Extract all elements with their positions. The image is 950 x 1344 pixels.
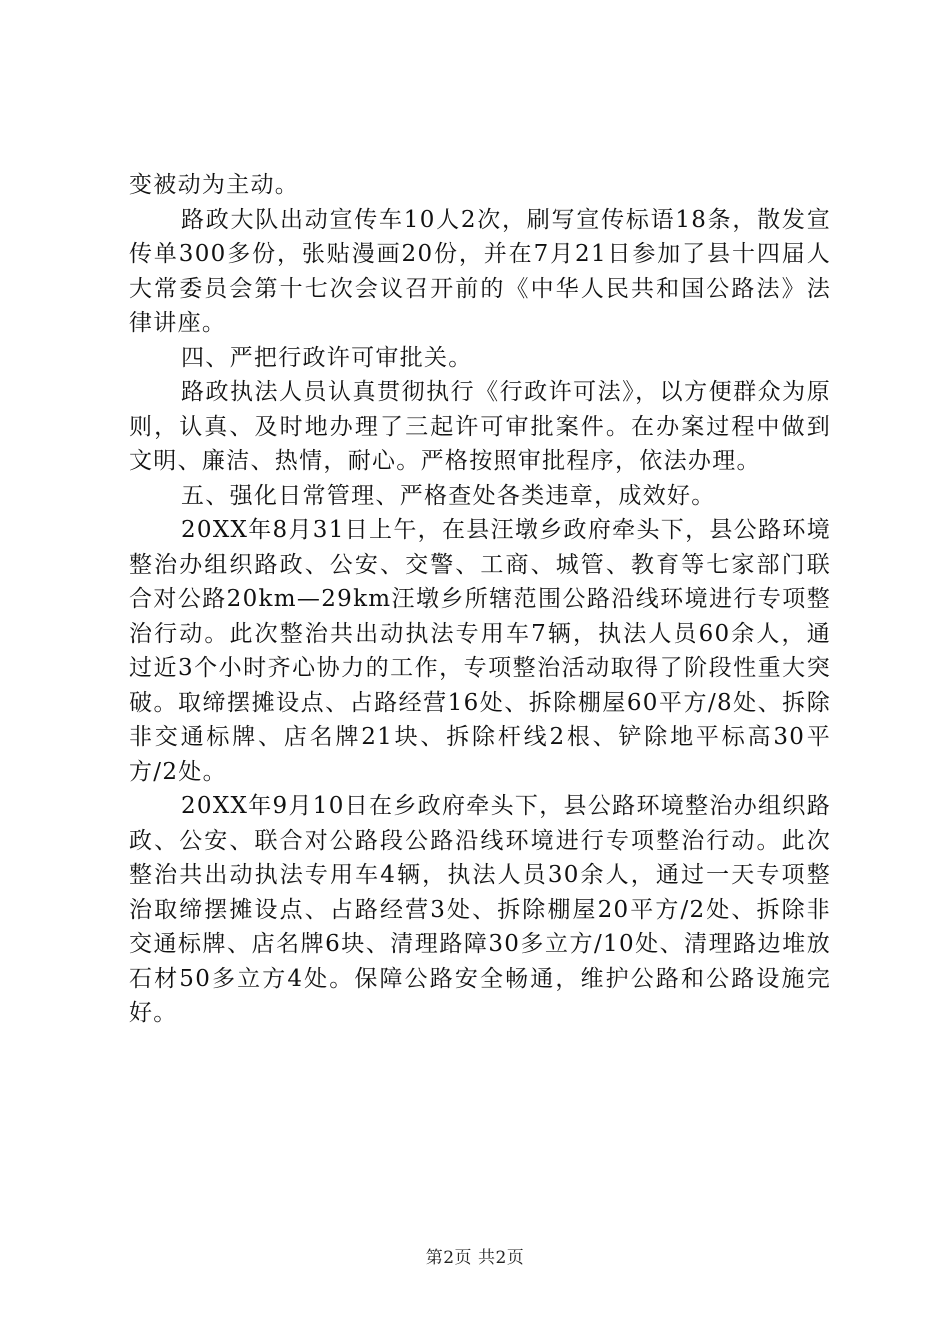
paragraph-sep-10-action: 20XX年9月10日在乡政府牵头下，县公路环境整治办组织路政、公安、联合对公路段公路沿线环境进行专项整治行动。此次整治共出动执法专用车4辆，执法人员30余人，通过一天专项整治取缔摆摊设点、占路经营3处、拆除棚屋20平方/2处、拆除非交通标牌、店名牌6块、清理路障30多立方/10处、清理路边堆放石材50多立方4处。保障公路安全畅通，维护公路和公路设施完好。 (129, 793, 831, 1026)
document-body (129, 168, 831, 1031)
section-heading-5: 五、强化日常管理、严格查处各类违章，成效好。 (181, 482, 716, 509)
paragraph-permits: 路政执法人员认真贯彻执行《行政许可法》，以方便群众为原则，认真、及时地办理了三起许可审批案件。在办案过程中做到文明、廉洁、热情，耐心。严格按照审批程序，依法办理。 (129, 379, 831, 474)
page-footer: 第2页 共2页 (425, 1248, 525, 1268)
section-heading-4: 四、严把行政许可审批关。 (181, 344, 473, 371)
paragraph-aug-31-action: 20XX年8月31日上午，在县汪墩乡政府牵头下，县公路环境整治办组织路政、公安、交警、工商、城管、教育等七家部门联合对公路20km—29km汪墩乡所辖范围公路沿线环境进行专项整治行动。此次整治共出动执法专用车7辆，执法人员60余人，通过近3个小时齐心协力的工作，专项整治活动取得了阶段性重大突破。取缔摆摊设点、占路经营16处、拆除棚屋60平方/8处、拆除非交通标牌、店名牌21块、拆除杆线2根、铲除地平标高30平方/2处。 (129, 517, 831, 785)
paragraph-continuation: 变被动为主动。 (129, 172, 300, 198)
paragraph-publicity: 路政大队出动宣传车10人2次，刷写宣传标语18条，散发宣传单300多份，张贴漫画20份，并在7月21日参加了县十四届人大常委员会第十七次会议召开前的《中华人民共和国公路法》法律讲座。 (129, 206, 831, 336)
